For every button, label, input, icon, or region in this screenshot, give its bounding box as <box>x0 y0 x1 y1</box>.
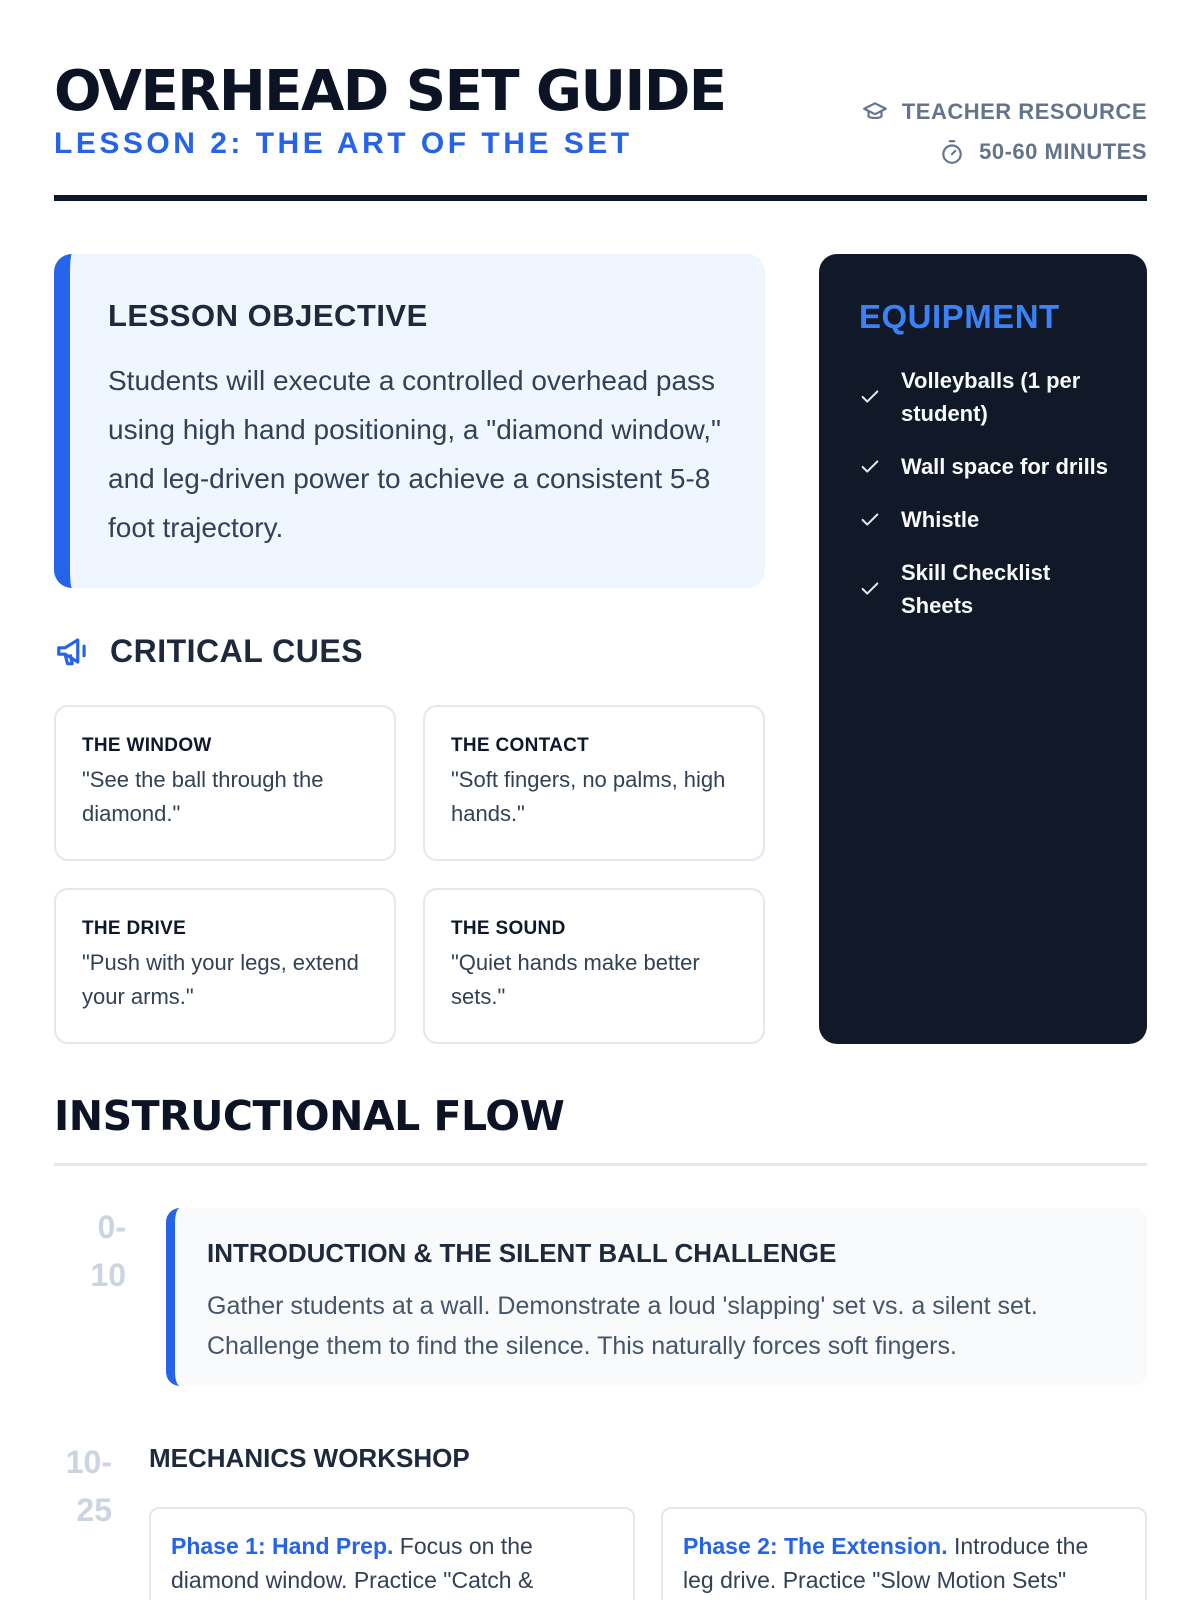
equipment-item <box>859 503 1119 536</box>
cue-title: THE DRIVE <box>82 918 187 939</box>
time-start: 0- <box>97 1209 126 1245</box>
cues-title: CRITICAL CUES <box>110 632 364 669</box>
equipment-item <box>859 556 1119 622</box>
critical-cues-heading <box>54 632 363 670</box>
section-divider <box>54 1163 1147 1166</box>
equipment-heading: EQUIPMENT <box>859 298 1060 335</box>
duration-label: 50-60 MINUTES <box>979 139 1147 164</box>
phase-text: Introduce the leg drive. Practice "Slow Motion Sets" <box>683 1533 1089 1593</box>
cue-title: THE CONTACT <box>451 735 590 756</box>
phase-text: Focus on the diamond window. Practice "Catch & <box>171 1533 534 1593</box>
flow-step-introduction <box>166 1208 1147 1386</box>
cue-quote: "See the ball through the diamond." <box>82 767 324 826</box>
check-icon <box>859 456 881 478</box>
cue-quote: "Push with your legs, extend your arms." <box>82 950 359 1009</box>
time-end: 25 <box>76 1492 112 1528</box>
step-time <box>54 1203 126 1299</box>
cue-card-contact <box>423 705 765 861</box>
phase-label: Phase 2: The Extension. <box>683 1533 948 1559</box>
phase-card-hand-prep <box>149 1507 635 1600</box>
objective-text: Students will execute a controlled overhead pass using high hand positioning, a "diamond window," and leg-driven power to achieve a consistent 5-8 foot trajectory. <box>108 365 721 543</box>
cue-title: THE WINDOW <box>82 735 212 756</box>
equipment-item <box>859 450 1119 483</box>
cue-quote: "Quiet hands make better sets." <box>451 950 700 1009</box>
lesson-meta <box>862 92 1147 172</box>
equipment-label: Skill Checklist Sheets <box>901 560 1051 618</box>
page-header <box>54 54 1147 201</box>
equipment-panel <box>819 254 1147 1044</box>
phase-card-extension <box>661 1507 1147 1600</box>
step-time <box>40 1438 112 1534</box>
page-title: OVERHEAD SET GUIDE <box>54 59 726 124</box>
step-text: Gather students at a wall. Demonstrate a loud 'slapping' set vs. a silent set. Challenge them to find the silence. This naturally forces soft fingers. <box>207 1292 1038 1360</box>
cue-card-drive <box>54 888 396 1044</box>
instructional-flow-heading: INSTRUCTIONAL FLOW <box>54 1092 565 1140</box>
cue-card-sound <box>423 888 765 1044</box>
lesson-subtitle: LESSON 2: THE ART OF THE SET <box>54 127 633 160</box>
equipment-list <box>859 364 1119 642</box>
phase-label: Phase 1: Hand Prep. <box>171 1533 394 1559</box>
time-end: 10 <box>90 1257 126 1293</box>
check-icon <box>859 509 881 531</box>
cue-title: THE SOUND <box>451 918 566 939</box>
cue-quote: "Soft fingers, no palms, high hands." <box>451 767 726 826</box>
step-title: INTRODUCTION & THE SILENT BALL CHALLENGE <box>207 1238 837 1268</box>
step-title: MECHANICS WORKSHOP <box>149 1443 470 1473</box>
equipment-item <box>859 364 1119 430</box>
equipment-label: Whistle <box>901 507 980 532</box>
audience-row <box>862 92 1147 132</box>
check-icon <box>859 578 881 600</box>
duration-row <box>862 132 1147 172</box>
equipment-label: Volleyballs (1 per student) <box>901 368 1081 426</box>
audience-label: TEACHER RESOURCE <box>901 99 1147 124</box>
lesson-objective-card <box>54 254 765 588</box>
cue-card-window <box>54 705 396 861</box>
stopwatch-icon <box>939 139 965 165</box>
time-start: 10- <box>65 1444 112 1480</box>
equipment-label: Wall space for drills <box>901 454 1109 479</box>
megaphone-icon <box>54 632 92 670</box>
check-icon <box>859 386 881 408</box>
objective-heading: LESSON OBJECTIVE <box>108 298 428 333</box>
graduation-cap-icon <box>862 99 888 125</box>
